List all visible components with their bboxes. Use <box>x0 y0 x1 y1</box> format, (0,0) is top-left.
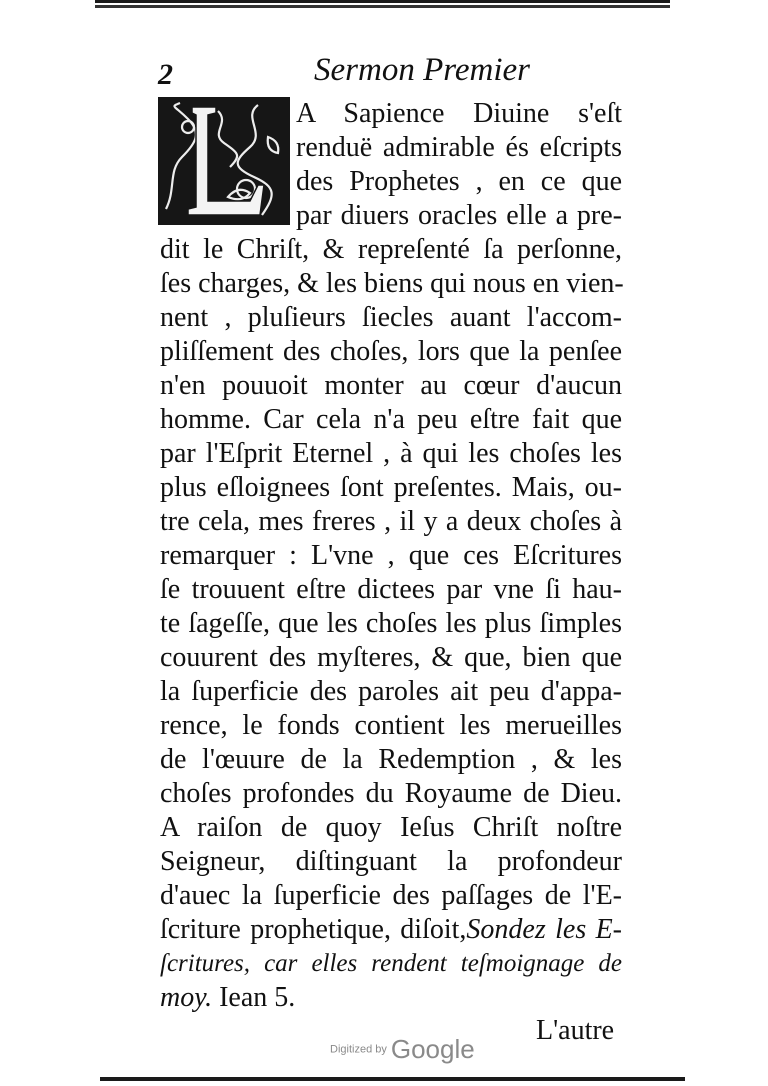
scripture-quote: Sondez les E- <box>466 914 622 945</box>
text-line: n'en pouuoit monter au cœur d'aucun <box>160 370 622 401</box>
scripture-quote-line: ſcritures, car elles rendent teſmoignage de <box>160 950 622 977</box>
text-line: choſes profondes du Royaume de Dieu. <box>160 778 622 809</box>
text-line: renduë admirable és eſcripts <box>296 132 622 163</box>
text-line: couurent des myſteres, & que, bien que <box>160 642 622 673</box>
text-line: A raiſon de quoy Ieſus Chriſt noſtre <box>160 812 622 843</box>
text-line: par diuers oracles elle a pre- <box>296 200 622 231</box>
catchword: L'autre <box>536 1015 615 1046</box>
text-line: tre cela, mes freres , il y a deux choſes à <box>160 506 622 537</box>
text-line: plus eſloignees ſont preſentes. Mais, ou- <box>160 472 622 503</box>
watermark-prefix: Digitized by <box>330 1043 387 1056</box>
text-line: ſe trouuent eſtre dictees par vne ſi hau- <box>160 574 622 605</box>
text-line: dit le Chriſt, & repreſenté ſa perſonne, <box>160 234 622 265</box>
text-line: d'auec la ſuperficie des paſſages de l'E- <box>160 880 622 911</box>
running-head: Sermon Premier <box>314 52 530 88</box>
scripture-reference: Iean 5. <box>219 982 296 1013</box>
text-line: des Prophetes , en ce que <box>296 166 622 197</box>
text-line: ſes charges, & les biens qui nous en vien- <box>160 268 624 299</box>
digitization-watermark <box>330 1034 475 1065</box>
text-line: te ſageſſe, que les choſes les plus ſimples <box>160 608 622 639</box>
bottom-border-rule <box>100 1077 685 1081</box>
text-line-final <box>160 981 295 1015</box>
google-logo: Google <box>390 1034 475 1064</box>
text-line: la ſuperficie des paroles ait peu d'appa- <box>160 676 622 707</box>
text-line: homme. Car cela n'a peu eſtre fait que <box>160 404 622 435</box>
text-line: A Sapience Diuine s'eſt <box>296 98 622 129</box>
page-number: 2 <box>158 58 173 91</box>
text-line: rence, le fonds contient les merueilles <box>160 710 622 741</box>
text-line: Seigneur, diſtinguant la profondeur <box>160 846 622 877</box>
text-line: remarquer : L'vne , que ces Eſcritures <box>160 540 622 571</box>
text-line <box>160 913 622 947</box>
text-line: pliſſement des choſes, lors que la penſee <box>160 336 622 367</box>
text-line: nent , pluſieurs ſiecles auant l'accom- <box>160 302 622 333</box>
text-span: ſcriture prophetique, diſoit, <box>160 914 467 945</box>
scripture-quote-end: moy. <box>160 982 213 1013</box>
text-line: par l'Eſprit Eternel , à qui les choſes les <box>160 438 622 469</box>
text-line: de l'œuure de la Redemption , & les <box>160 744 622 775</box>
